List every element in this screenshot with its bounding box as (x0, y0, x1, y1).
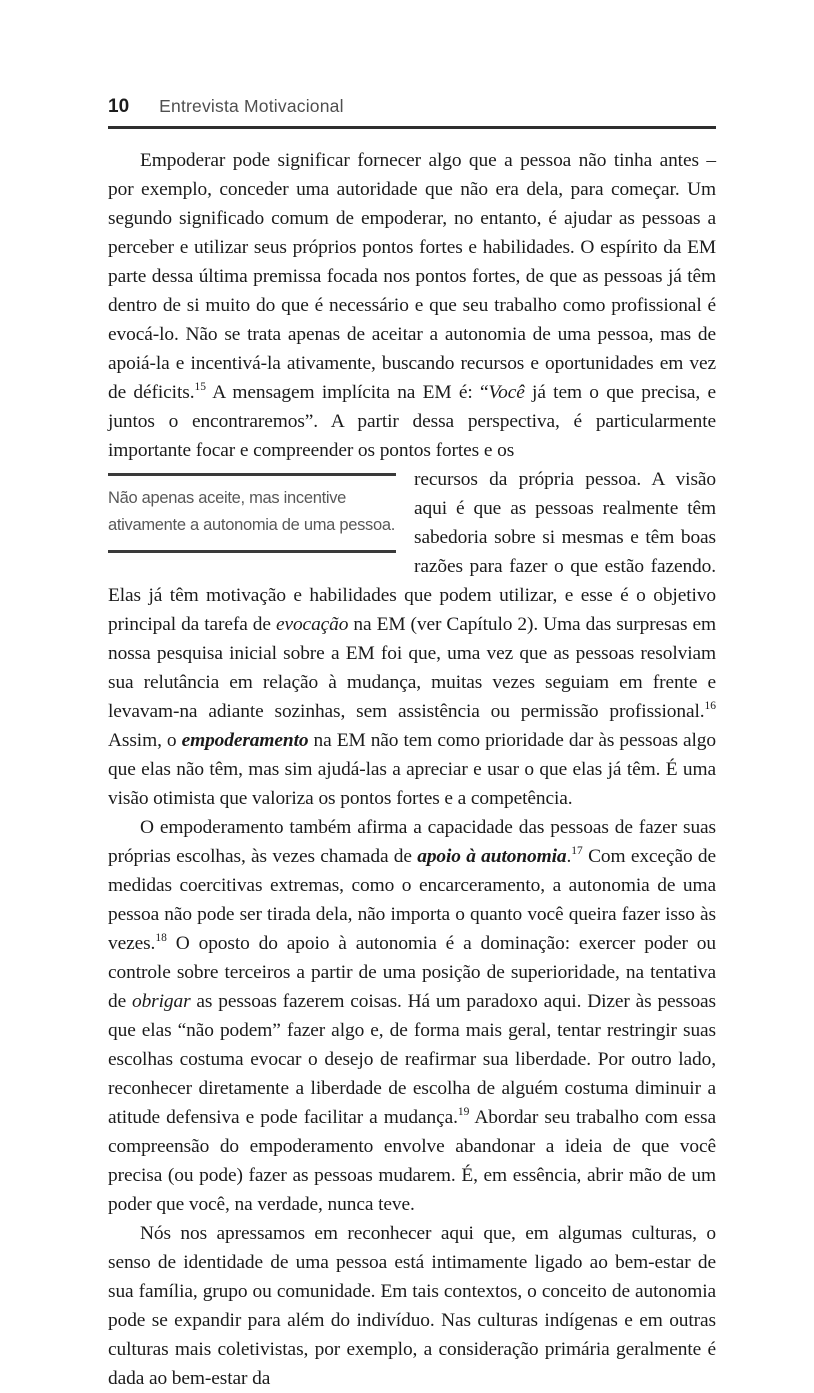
text-run: na EM não tem como prioridade dar às pessoas algo que elas não têm, mas sim ajudá-las a apreciar e usar o que elas já têm. É uma visão otimista que valoriza os pontos fortes e a competência. (108, 730, 717, 809)
paragraph (108, 465, 716, 813)
text-run: Abordar seu trabalho com essa compreensão do empoderamento envolve abandonar a ideia de que você precisa (ou pode) fazer as pessoas mudarem. É, em essência, abrir mão de um poder que você, na verdade, nunca teve. (108, 1107, 716, 1215)
text-run: Você (488, 382, 525, 403)
text-run: obrigar (131, 991, 191, 1012)
footnote-ref: 15 (194, 381, 206, 393)
text-run: Empoderar pode significar fornecer algo que a pessoa não tinha antes – por exemplo, conceder uma autoridade que não era dela, para começar. Um segundo significado comum de empoderar, no entanto, é ajudar as pessoas a perceber e utilizar seus próprios pontos fortes e habilidades. O espírito da EM parte dessa última premissa focada nos pontos fortes, de que as pessoas já têm dentro de si muito do que é necessário e que seu trabalho como profissional é evocá-lo. Não se trata apenas de aceitar a autonomia de uma pessoa, mas de apoiá-la e incentivá-la ativamente, buscando recursos e oportunidades em vez de déficits. (108, 150, 716, 403)
paragraph (108, 1219, 716, 1393)
text-run: as pessoas fazerem coisas. Há um paradoxo aqui. Dizer às pessoas que elas “não podem” fazer algo e, de forma mais geral, tentar restringir suas escolhas costuma evocar o desejo de reafirmar sua liberdade. Por outro lado, reconhecer diretamente a liberdade de escolha de alguém costuma diminuir a atitude defensiva e pode facilitar a mudança. (108, 991, 716, 1128)
text-run: recursos da própria pessoa. A visão aqui é que as pessoas realmente têm sabedoria sobre si mesmas e têm boas razões para fazer o que estão fazendo. Elas já têm motivação e habilidades que podem utilizar, e esse é o objetivo principal da tarefa de (108, 469, 716, 635)
footnote-ref: 18 (155, 932, 167, 944)
footnote-ref: 16 (704, 700, 716, 712)
pull-quote (108, 473, 396, 553)
text-run: . (566, 846, 572, 867)
footnote-ref: 17 (571, 845, 583, 857)
text-run: A mensagem implícita na EM é: “ (205, 382, 489, 403)
text-run: Com exceção de medidas coercitivas extremas, como o encarceramento, a autonomia de uma pessoa não pode ser tirada dela, não importa o quanto você queira fazer isso às vezes. (108, 846, 716, 954)
running-title: Entrevista Motivacional (159, 96, 344, 116)
pull-quote-text: Não apenas aceite, mas incentive ativamente a autonomia de uma pessoa. (108, 489, 396, 534)
text-run: Assim, o (108, 730, 182, 751)
footnote-ref: 19 (457, 1106, 470, 1118)
page-header (108, 96, 716, 129)
text-run: O oposto do apoio à autonomia é a dominação: exercer poder ou controle sobre terceiros a partir de uma posição de superioridade, na tentativa de (108, 933, 716, 1012)
text-run: O empoderamento também afirma a capacidade das pessoas de fazer suas próprias escolhas, às vezes chamada de (108, 817, 716, 867)
page-number: 10 (108, 96, 130, 117)
text-run: na EM (ver Capítulo 2). Uma das surpresas em nossa pesquisa inicial sobre a EM foi que, uma vez que as pessoas resolviam sua relutância em relação à mudança, muitas vezes seguiam em frente e levavam-na adiante sozinhas, sem assistência ou permissão profissional. (108, 614, 716, 722)
text-run: empoderamento (181, 730, 309, 751)
text-run: evocação (275, 614, 349, 635)
paragraph (108, 813, 716, 1219)
page-body (108, 146, 716, 1393)
text-run: apoio à autonomia (417, 846, 567, 867)
paragraph (108, 146, 716, 465)
text-run: Nós nos apressamos em reconhecer aqui que, em algumas culturas, o senso de identidade de uma pessoa está intimamente ligado ao bem-estar de sua família, grupo ou comunidade. Em tais contextos, o conceito de autonomia pode se expandir para além do indivíduo. Nas culturas indígenas e em outras culturas mais coletivistas, por exemplo, a consideração primária geralmente é dada ao bem-estar da (108, 1223, 716, 1389)
text-run: já tem o que precisa, e juntos o encontraremos”. A partir dessa perspectiva, é particularmente importante focar e compreender os pontos fortes e os (108, 382, 717, 461)
